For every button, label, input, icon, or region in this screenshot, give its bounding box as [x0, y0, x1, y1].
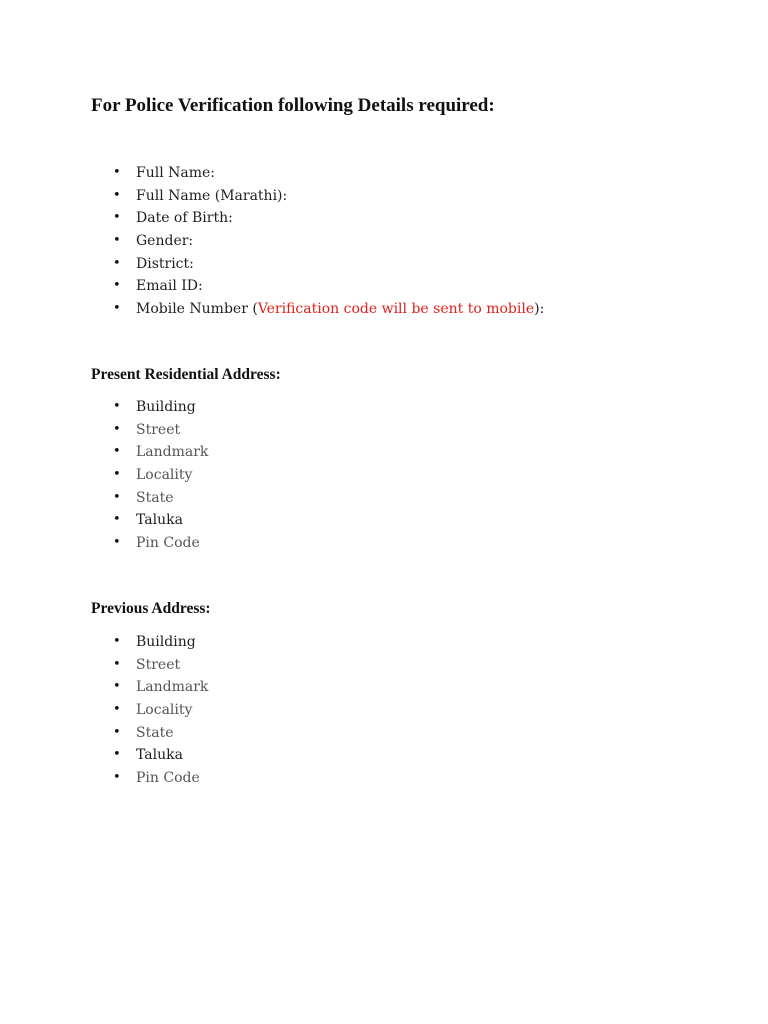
bullet-icon: • [113, 399, 121, 414]
list-item-label: Building [136, 634, 196, 650]
list-item-label: Street [136, 656, 181, 673]
bullet-icon: • [113, 512, 121, 528]
previous-address-heading: Previous Address: [91, 600, 211, 617]
list-item-label [136, 298, 544, 321]
bullet-icon: • [113, 467, 121, 483]
bullet-icon: • [113, 770, 121, 786]
bullet-icon: • [113, 421, 121, 437]
bullet-icon: • [113, 656, 121, 672]
bullet-icon: • [113, 187, 121, 203]
bullet-icon: • [113, 233, 121, 249]
list-item-label: Taluka [136, 747, 183, 764]
present-address-heading: Present Residential Address: [91, 366, 281, 383]
mobile-label-prefix: Mobile Number ( [136, 301, 258, 318]
list-item-label: Email ID: [136, 278, 203, 295]
list-item-label: Landmark [136, 444, 209, 461]
list-item-label: Full Name (Marathi): [136, 187, 288, 204]
bullet-icon: • [113, 634, 121, 649]
list-item-label: Date of Birth: [136, 210, 233, 227]
list-item-label: Street [136, 421, 181, 438]
bullet-icon: • [113, 210, 121, 226]
bullet-icon: • [113, 489, 121, 505]
list-item-label: State [136, 724, 174, 741]
bullet-icon: • [113, 724, 121, 740]
list-item-label: Gender: [136, 233, 194, 250]
bullet-icon: • [113, 535, 121, 551]
bullet-icon: • [113, 165, 121, 180]
list-item-label: State [136, 489, 174, 506]
bullet-icon: • [113, 301, 121, 317]
list-item-label: Pin Code [136, 770, 200, 787]
document-title: For Police Verification following Details required: [91, 95, 495, 116]
list-item-label: Landmark [136, 679, 209, 696]
bullet-icon: • [113, 444, 121, 460]
list-item-label: District: [136, 255, 194, 272]
list-item-label: Pin Code [136, 535, 200, 552]
bullet-icon: • [113, 679, 121, 695]
mobile-label-suffix: ): [534, 301, 545, 318]
list-item-label: Taluka [136, 512, 183, 529]
list-item-label: Locality [136, 702, 193, 719]
bullet-icon: • [113, 747, 121, 763]
list-item-label: Building [136, 399, 196, 415]
verification-note: Verification code will be sent to mobile [257, 301, 535, 318]
list-item-label: Locality [136, 467, 193, 484]
bullet-icon: • [113, 255, 121, 271]
bullet-icon: • [113, 278, 121, 294]
list-item-label: Full Name: [136, 165, 216, 181]
bullet-icon: • [113, 702, 121, 718]
